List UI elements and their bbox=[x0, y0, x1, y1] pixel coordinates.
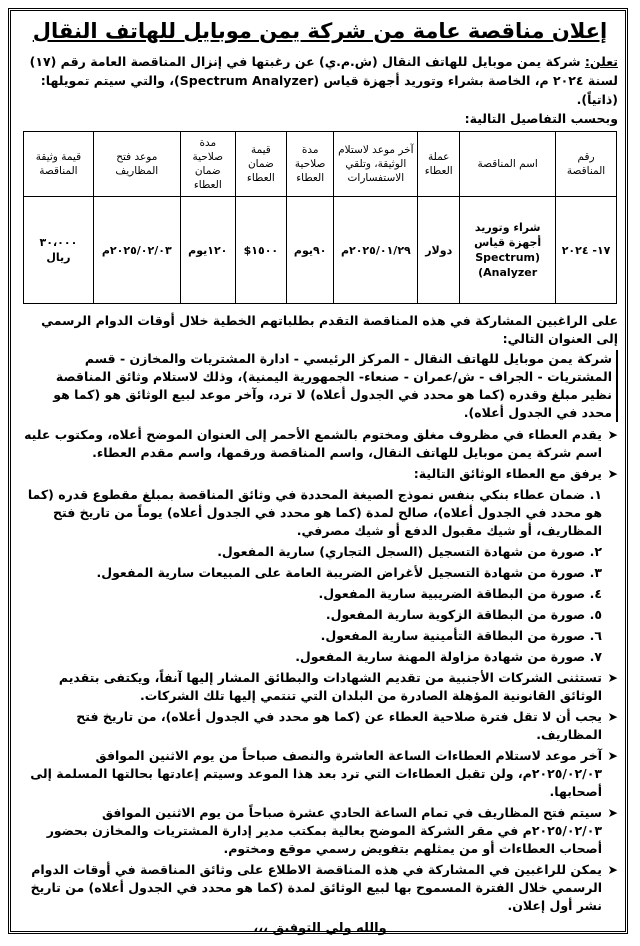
header-bid-validity: مدة صلاحية العطاء bbox=[286, 132, 334, 197]
header-last-date: آخر موعد لاستلام الوثيقة، وتلقي الاستفسارات bbox=[334, 132, 418, 197]
list-item bbox=[22, 804, 618, 858]
arrow-bullet-icon: ➤ bbox=[607, 862, 618, 877]
cell-currency: دولار bbox=[418, 197, 460, 304]
document-item: ٧. صورة من شهادة مزاولة المهنة سارية المفعول. bbox=[295, 649, 602, 664]
cell-tender-name: شراء وتوريد أجهزة قياس (Spectrum Analyzer) bbox=[460, 197, 556, 304]
document-item: ٦. صورة من البطاقة التأمينية سارية المفعول. bbox=[320, 628, 602, 643]
cell-last-date: ٢٠٢٥/٠١/٢٩م bbox=[334, 197, 418, 304]
header-guarantee-validity: مدة صلاحية ضمان العطاء bbox=[180, 132, 235, 197]
arrow-bullet-icon: ➤ bbox=[607, 670, 618, 685]
list-item bbox=[22, 426, 618, 462]
document-item: ٥. صورة من البطاقة الزكوية سارية المفعول. bbox=[325, 607, 602, 622]
address-block: شركة يمن موبايل للهاتف النقال - المركز الرئيسي - ادارة المشتريات والمخازن - قسم المشتريات - الجراف - ش/عمران - صنعاء- الجمهورية اليمنية)، وذلك لاستلام وثائق المناقصة نظير مبلغ وقدره (كما هو محدد في الجدول أعلاه) لا ترد، وآخر موعد لبيع الوثائق هو (كما هو محدد في الجدول أعلاه). bbox=[22, 350, 618, 422]
document-item: ١. ضمان عطاء بنكي بنفس نموذج الصيغة المحددة في وثائق المناقصة بمبلغ مقطوع قدره (كما هو محدد في الجدول أعلاه)، صالح لمدة (كما هو محدد في الجدول أعلاه) يوماً من تاريخ فتح المظاريف، أو شيك مقبول الدفع أو شيك مصرفي. bbox=[27, 487, 602, 538]
announcement-page bbox=[18, 14, 622, 934]
cell-tender-number: ١٧- ٢٠٢٤ bbox=[556, 197, 617, 304]
arrow-bullet-icon: ➤ bbox=[607, 466, 618, 481]
arrow-bullet-icon: ➤ bbox=[607, 709, 618, 724]
header-opening-date: موعد فتح المظاريف bbox=[93, 132, 180, 197]
details-label: وبحسب التفاصيل التالية: bbox=[464, 111, 618, 126]
cell-guarantee-validity: ١٢٠يوم bbox=[180, 197, 235, 304]
document-item: ٤. صورة من البطاقة الضريبية سارية المفعول. bbox=[318, 586, 602, 601]
header-tender-name: اسم المناقصة bbox=[460, 132, 556, 197]
bullet-text: يرفق مع العطاء الوثائق التالية: bbox=[413, 466, 602, 481]
intro-paragraph bbox=[22, 52, 618, 109]
bullet-text: يمكن للراغبين في المشاركة في هذه المناقصة الاطلاع على وثائق المناقصة في أوقات الدوام الرسمي خلال الفترة المسموح بها لبيع الوثائق لمدة (كما هو محدد في الجدول أعلاه) من تاريخ نشر أول إعلان. bbox=[30, 862, 602, 913]
document-item: ٢. صورة من شهادة التسجيل (السجل التجاري) سارية المفعول. bbox=[217, 544, 602, 559]
bullet-text: آخر موعد لاستلام العطاءات الساعة العاشرة والنصف صباحاً من يوم الاثنين الموافق ٢٠٢٥/٠٢/٠٣م، ولن تقبل العطاءات التي ترد بعد هذا الموعد وسيتم إعادتها بحالتها المسلمة إلى أصحابها. bbox=[30, 748, 602, 799]
header-currency: عملة العطاء bbox=[418, 132, 460, 197]
cell-opening-date: ٢٠٢٥/٠٢/٠٣م bbox=[93, 197, 180, 304]
cell-document-value: ٣٠،٠٠٠ ريال bbox=[24, 197, 94, 304]
list-item bbox=[22, 465, 618, 483]
arrow-bullet-icon: ➤ bbox=[607, 427, 618, 442]
closing-line: والله ولي التوفيق ،،، bbox=[253, 921, 387, 936]
list-item bbox=[22, 669, 618, 705]
document-item: ٣. صورة من شهادة التسجيل لأغراض الضريبة العامة على المبيعات سارية المفعول. bbox=[96, 565, 602, 580]
intro-text: شركة يمن موبايل للهاتف النقال (ش.م.ي) عن رغبتها في إنزال المناقصة العامة رقم (١٧) لسنة ٢٠٢٤ م، الخاصة بشراء وتوريد أجهزة قياس (Spectrum Analyzer)، والتي سيتم تمويلها: (ذاتياً). bbox=[29, 54, 618, 107]
list-item bbox=[22, 747, 618, 801]
arrow-bullet-icon: ➤ bbox=[607, 748, 618, 763]
tender-table bbox=[23, 131, 617, 304]
bullet-text: سيتم فتح المظاريف في تمام الساعة الحادي عشرة صباحاً من يوم الاثنين الموافق ٢٠٢٥/٠٢/٠٣م في مقر الشركة الموضح بعالية بمكتب مدير إدارة المشتريات والمخازن بحضور أصحاب العطاءات أو من يمثلهم بتفويض رسمي موقع ومختوم. bbox=[46, 805, 602, 856]
table-row bbox=[24, 197, 617, 304]
table-header-row bbox=[24, 132, 617, 197]
list-item bbox=[22, 861, 618, 915]
cell-bid-validity: ٩٠يوم bbox=[286, 197, 334, 304]
header-tender-number: رقم المناقصة bbox=[556, 132, 617, 197]
intro-label: تعلن: bbox=[584, 54, 618, 69]
arrow-bullet-icon: ➤ bbox=[607, 805, 618, 820]
header-document-value: قيمة وثيقة المناقصة bbox=[24, 132, 94, 197]
list-item bbox=[22, 708, 618, 744]
header-guarantee-value: قيمة ضمان العطاء bbox=[235, 132, 286, 197]
page-title: إعلان مناقصة عامة من شركة يمن موبايل للهاتف النقال bbox=[32, 19, 608, 43]
address-intro: على الراغبين المشاركة في هذه المناقصة التقدم بطلباتهم الخطية خلال أوقات الدوام الرسمي إلى العنوان التالي: bbox=[41, 313, 618, 346]
bullet-text: تستثنى الشركات الأجنبية من تقديم الشهادات والبطائق المشار إليها آنفاً، ويكتفى بتقديم الوثائق القانونية المؤهلة الصادرة من البلدان التي تنتمي إليها تلك الشركات. bbox=[58, 670, 602, 703]
bullet-text: يجب أن لا تقل فترة صلاحية العطاء عن (كما هو محدد في الجدول أعلاه)، من تاريخ فتح المظاريف. bbox=[76, 709, 602, 742]
bullet-text: يقدم العطاء في مظروف مغلق ومختوم بالشمع الأحمر إلى العنوان الموضح أعلاه، ومكتوب عليه اسم شركة يمن موبايل للهاتف النقال، واسم المناقصة ورقمها، واسم مقدم العطاء. bbox=[24, 427, 602, 460]
cell-guarantee-value: ١٥٠٠$ bbox=[235, 197, 286, 304]
